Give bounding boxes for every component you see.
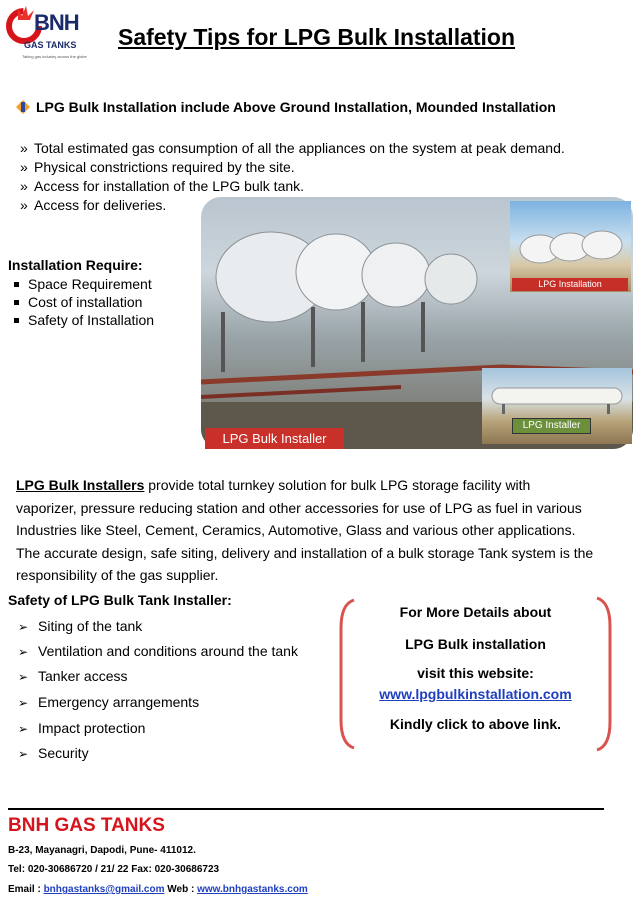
list-item: » Access for deliveries. (20, 197, 167, 213)
intro-heading (16, 99, 556, 115)
callout-line: Kindly click to above link. (389, 716, 562, 732)
divider (8, 808, 604, 810)
website-link[interactable]: www.lpgbulkinstallation.com (379, 686, 572, 702)
diamond-bullet-icon (16, 100, 30, 114)
lpg-bulk-installer-label: LPG Bulk Installer (205, 428, 344, 449)
page-title: Safety Tips for LPG Bulk Installation (118, 24, 516, 50)
list-item: Space Requirement (14, 275, 152, 293)
logo-brand: BNH (34, 10, 79, 35)
list-item: » Access for installation of the LPG bulk tank. (20, 178, 305, 194)
company-name: BNH GAS TANKS (8, 815, 165, 836)
address: B-23, Mayanagri, Dapodi, Pune- 411012. (8, 845, 196, 856)
list-item: ➢ Security (18, 745, 89, 761)
requirements-heading: Installation Require: (8, 257, 143, 273)
list-item: ➢ Ventilation and conditions around the tank (18, 643, 298, 659)
arrow-bullet-icon: ➢ (18, 747, 29, 761)
logo-subtitle: GAS TANKS (24, 40, 77, 50)
phone: Tel: 020-30686720 / 21/ 22 Fax: 020-30686723 (8, 864, 220, 875)
callout-line: For More Details about (399, 604, 552, 620)
safety-heading: Safety of LPG Bulk Tank Installer: (8, 592, 232, 608)
description-lead: LPG Bulk Installers (16, 477, 145, 493)
left-bracket-icon (337, 598, 357, 750)
arrow-bullet-icon: ➢ (18, 722, 29, 736)
arrow-bullet-icon: ➢ (18, 696, 29, 710)
list-item: ➢ Emergency arrangements (18, 694, 200, 710)
list-item: ➢ Impact protection (18, 720, 146, 736)
logo-tagline: Taking gas industry across the globe (22, 54, 87, 59)
arrow-bullet-icon: ➢ (18, 645, 29, 659)
right-bracket-icon (594, 596, 614, 752)
list-item: » Total estimated gas consumption of all the appliances on the system at peak demand. (20, 140, 565, 156)
lpg-installation-label: LPG Installation (512, 278, 628, 291)
list-item: Safety of Installation (14, 311, 154, 329)
email-link[interactable]: bnhgastanks@gmail.com (43, 884, 165, 895)
company-logo (4, 4, 100, 66)
list-item: Cost of installation (14, 293, 142, 311)
web-link[interactable]: www.bnhgastanks.com (197, 884, 308, 895)
lpg-installer-label: LPG Installer (512, 418, 591, 434)
list-item: ➢ Tanker access (18, 668, 128, 684)
contact-line: Email : bnhgastanks@gmail.com Web : www.bnhgastanks.com (8, 884, 308, 895)
callout-line: LPG Bulk installation (405, 636, 546, 652)
callout-line: visit this website: (417, 665, 534, 681)
description-paragraph: LPG Bulk Installers provide total turnkey solution for bulk LPG storage facility with vaporizer, pressure reducing station and other accessories for use of LPG as fuel in various Industries like Steel, Cement, Ceramics, Automotive, Glass and various other applications. The accurate design, safe siting, delivery and installation of a bulk storage Tank system is the responsibility of the gas supplier. (16, 477, 594, 583)
arrow-bullet-icon: ➢ (18, 620, 29, 634)
intro-heading-text: LPG Bulk Installation include Above Ground Installation, Mounded Installation (36, 99, 556, 115)
list-item: ➢ Siting of the tank (18, 618, 143, 634)
arrow-bullet-icon: ➢ (18, 670, 29, 684)
list-item: » Physical constrictions required by the site. (20, 159, 295, 175)
